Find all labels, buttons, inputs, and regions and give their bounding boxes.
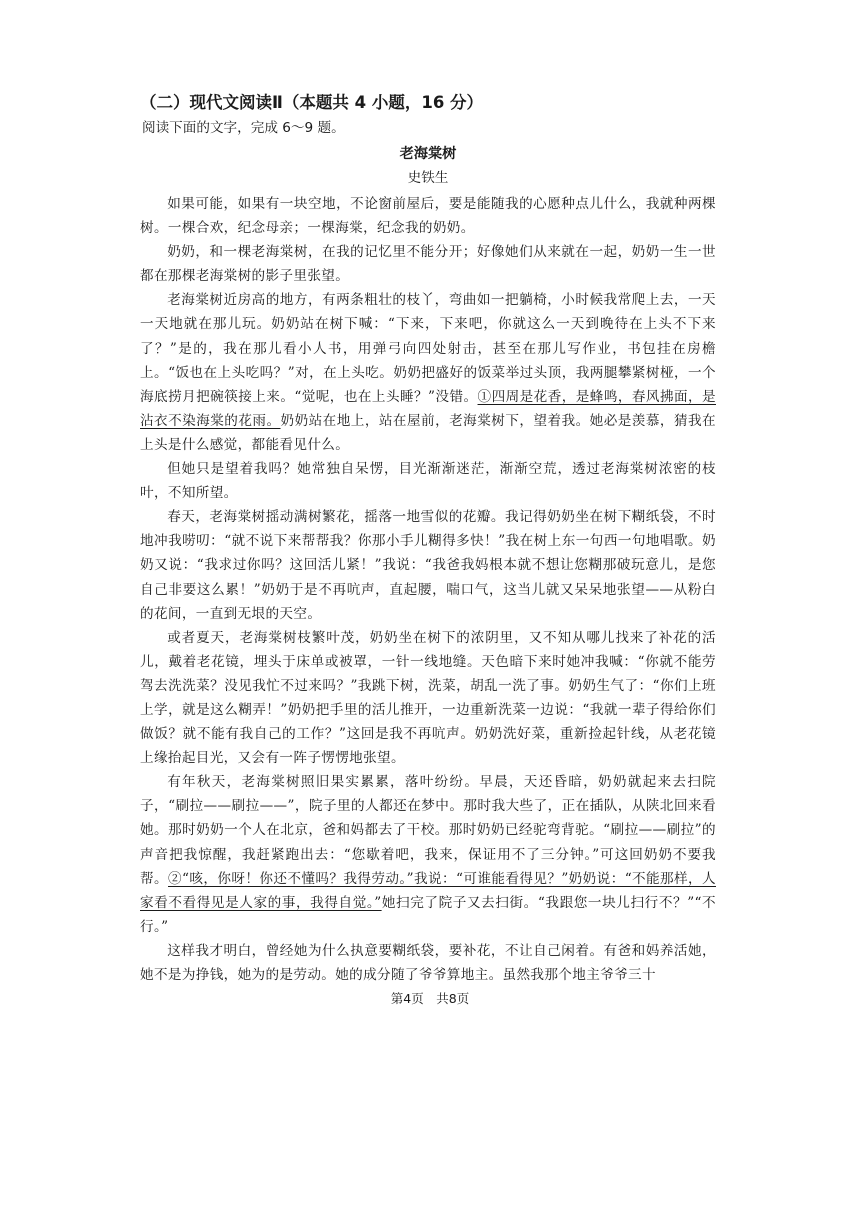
paragraph-1: 如果可能，如果有一块空地，不论窗前屋后，要是能随我的心愿种点儿什么，我就种两棵树。一棵合欢，纪念母亲；一棵海棠，纪念我的奶奶。 [140, 196, 716, 237]
paragraph-3-text-b: 奶奶站在地上，站在屋前，老海棠树下，望着我。她必是羡慕，猜我在上头是什么感觉，都能看见什么。 [140, 412, 716, 453]
paragraph-7-text-a: 有年秋天，老海棠树照旧果实累累，落叶纷纷。早晨，天还昏暗，奶奶就起来去扫院子，“刷拉——刷拉——”，院子里的人都还在梦中。那时我大些了，正在插队，从陕北回来看她。那时奶奶一个人在北京，爸和妈都去了干校。那时奶奶已经驼弯背驼。“刷拉——刷拉”的声音把我惊醒，我赶紧跑出去：“您歇着吧，我来，保证用不了三分钟。”可这回奶奶不要我帮。 [140, 774, 716, 887]
page-number: 第4页 共8页 [390, 991, 470, 1006]
article-title: 老海棠树 [399, 146, 457, 162]
paragraph-4: 但她只是望着我吗？她常独自呆愣，目光渐渐迷茫，渐渐空荒，透过老海棠树浓密的枝叶，不知所望。 [140, 461, 716, 502]
paragraph-8: 这样我才明白，曾经她为什么执意要糊纸袋，要补花，不让自己闲着。有爸和妈养活她，她不是为挣钱，她为的是劳动。她的成分随了爷爷算地主。虽然我那个地主爷爷三十 [140, 942, 716, 983]
paragraph-7 [140, 770, 716, 939]
paragraph-5: 春天，老海棠树摇动满树繁花，摇落一地雪似的花瓣。我记得奶奶坐在树下糊纸袋，不时地冲我唠叨：“就不说下来帮帮我？你那小手儿糊得多快！”我在树上东一句西一句地唱歌。奶奶又说：“我求过你吗？这回活儿紧！”我说：“我爸我妈根本就不想让您糊那破玩意儿，是您自己非要这么累！”奶奶于是不再吭声，直起腰，喘口气，这当儿就又呆呆地张望——从粉白的花间，一直到无垠的天空。 [140, 509, 716, 622]
paragraph-3 [140, 288, 716, 457]
section-title: （二）现代文阅读Ⅱ（本题共 4 小题，16 分） [140, 93, 484, 112]
reading-section [140, 90, 716, 987]
article-author: 史铁生 [407, 170, 449, 186]
section-instruction: 阅读下面的文字，完成 6～9 题。 [142, 120, 345, 136]
paragraph-3-text-a: 老海棠树近房高的地方，有两条粗壮的枝丫，弯曲如一把躺椅，小时候我常爬上去，一天一天地就在那儿玩。奶奶站在树下喊：“下来，下来吧，你就这么一天到晚待在上头不下来了？”是的，我在那儿看小人书，用弹弓向四处射击，甚至在那儿写作业，书包挂在房檐上。“饭也在上头吃吗？”对，在上头吃。奶奶把盛好的饭菜举过头顶，我两腿攀紧树桠，一个海底捞月把碗筷接上来。“觉呢，也在上头睡？”没错。 [140, 292, 716, 405]
underlined-sentence-1: ①四周是花香，是蜂鸣，春风拂面，是沾衣不染海棠的花雨。 [140, 388, 716, 429]
underlined-sentence-2: ②“咳，你呀！你还不懂吗？我得劳动。”我说：“可谁能看得见？”奶奶说：“不能那样，人家看不看得见是人家的事，我得自觉。” [140, 870, 716, 911]
paragraph-6: 或者夏天，老海棠树枝繁叶茂，奶奶坐在树下的浓阴里，又不知从哪儿找来了补花的活儿，戴着老花镜，埋头于床单或被罩，一针一线地缝。天色暗下来时她冲我喊：“你就不能劳驾去洗洗菜？没见我忙不过来吗？”我跳下树，洗菜，胡乱一洗了事。奶奶生气了：“你们上班上学，就是这么糊弄！”奶奶把手里的活儿推开，一边重新洗菜一边说：“我就一辈子得给你们做饭？就不能有我自己的工作？”这回是我不再吭声。奶奶洗好菜，重新捡起针线，从老花镜上缘抬起目光，又会有一阵子愣愣地张望。 [140, 629, 716, 767]
paragraph-2: 奶奶，和一棵老海棠树，在我的记忆里不能分开；好像她们从来就在一起，奶奶一生一世都在那棵老海棠树的影子里张望。 [140, 244, 716, 285]
paragraph-7-text-b: 她扫完了院子又去扫街。“我跟您一块儿扫行不？”“不行。” [140, 894, 716, 935]
